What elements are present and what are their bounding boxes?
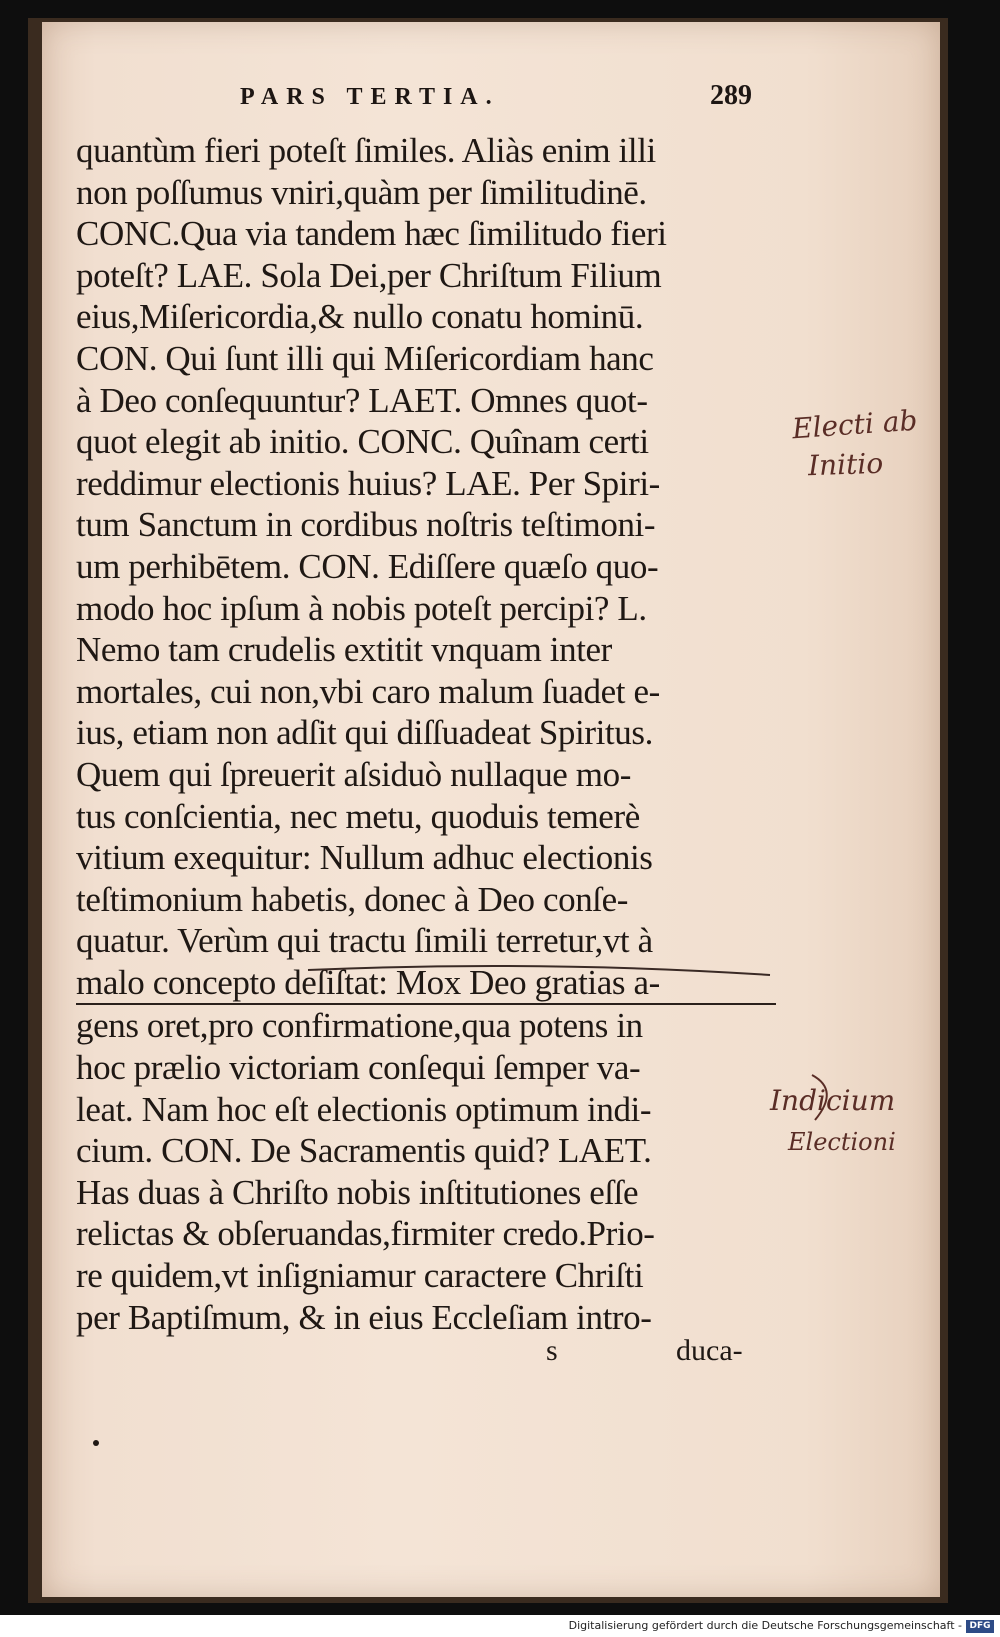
text-line-17: tus conſcientia, nec metu, quoduis temerè: [76, 796, 640, 836]
funding-credit: Digitalisierung gefördert durch die Deutsche Forschungsgemeinschaft -: [568, 1619, 962, 1632]
text-line-3: CONC.Qua via tandem hæc ſimilitudo fieri: [76, 214, 667, 254]
text-line-20-underlined: quatur. Verùm qui tractu ſimili terretur,vt à: [76, 921, 653, 961]
footer: [0, 1617, 1000, 1637]
text-line-13: Nemo tam crudelis extitit vnquam inter: [76, 630, 612, 670]
text-line-6: CON. Qui ſunt illi qui Miſericordiam hanc: [76, 338, 654, 378]
signature-mark: s: [546, 1334, 558, 1367]
dfg-logo: DFG: [966, 1620, 994, 1633]
marginal-note-1-line-1: Electi ab: [791, 403, 919, 446]
margin-bracket: [812, 1075, 827, 1120]
text-line-10: tum Sanctum in cordibus noſtris teſtimoni-: [76, 505, 656, 545]
text-line-26: Has duas à Chriſto nobis inſtitutiones eſſe: [76, 1172, 639, 1212]
text-line-23: hoc prælio victoriam conſequi ſemper va-: [76, 1048, 641, 1088]
text-line-7: à Deo conſequuntur? LAET. Omnes quot-: [76, 380, 648, 420]
text-line-2: non poſſumus vniri,quàm per ſimilitudinē.: [76, 172, 647, 212]
catchword: duca-: [676, 1334, 743, 1367]
text-line-28: re quidem,vt inſigniamur caractere Chriſti: [76, 1256, 644, 1296]
text-line-1: quantùm fieri poteſt ſimiles. Aliàs enim illi: [76, 131, 656, 170]
text-line-14: mortales, cui non,vbi caro malum ſuadet e-: [76, 671, 660, 711]
text-line-24: leat. Nam hoc eſt electionis optimum indi-: [76, 1089, 652, 1129]
marginal-note-2-line-2: Electioni: [788, 1128, 896, 1156]
text-line-8: quot elegit ab initio. CONC. Quînam certi: [76, 422, 649, 462]
page-number: 289: [710, 80, 752, 111]
text-line-5: eius,Miſericordia,& nullo conatu hominū.: [76, 297, 644, 337]
text-line-15: ius, etiam non adſit qui diſſuadeat Spiritus.: [76, 713, 653, 753]
text-line-21-underlined: malo concepto deſiſtat: Mox Deo gratias a-: [76, 962, 776, 1006]
text-line-19: teſtimonium habetis, donec à Deo conſe-: [76, 879, 629, 919]
marginal-note-2-line-1: Indicium: [770, 1084, 896, 1117]
marginal-note-1-line-2: Initio: [807, 446, 884, 483]
text-line-11: um perhibētem. CON. Ediſſere quæſo quo-: [76, 546, 659, 586]
text-line-9: reddimur electionis huius? LAE. Per Spiri-: [76, 463, 660, 503]
text-line-18: vitium exequitur: Nullum adhuc electionis: [76, 838, 653, 878]
text-line-12: modo hoc ipſum à nobis poteſt percipi? L.: [76, 588, 647, 628]
underline-stroke: [308, 966, 770, 975]
text-line-27: relictas & obſeruandas,firmiter credo.Prio-: [76, 1214, 655, 1254]
text-line-4: poteſt? LAE. Sola Dei,per Chriſtum Filium: [76, 255, 662, 295]
running-title: PARS TERTIA.: [240, 84, 500, 110]
text-line-16: Quem qui ſpreuerit aſsiduò nullaque mo-: [76, 754, 631, 794]
text-line-29: per Baptiſmum, & in eius Eccleſiam intro-: [76, 1297, 652, 1337]
text-line-25: cium. CON. De Sacramentis quid? LAET.: [76, 1131, 652, 1171]
text-line-22: gens oret,pro confirmatione,qua potens in: [76, 1006, 643, 1046]
